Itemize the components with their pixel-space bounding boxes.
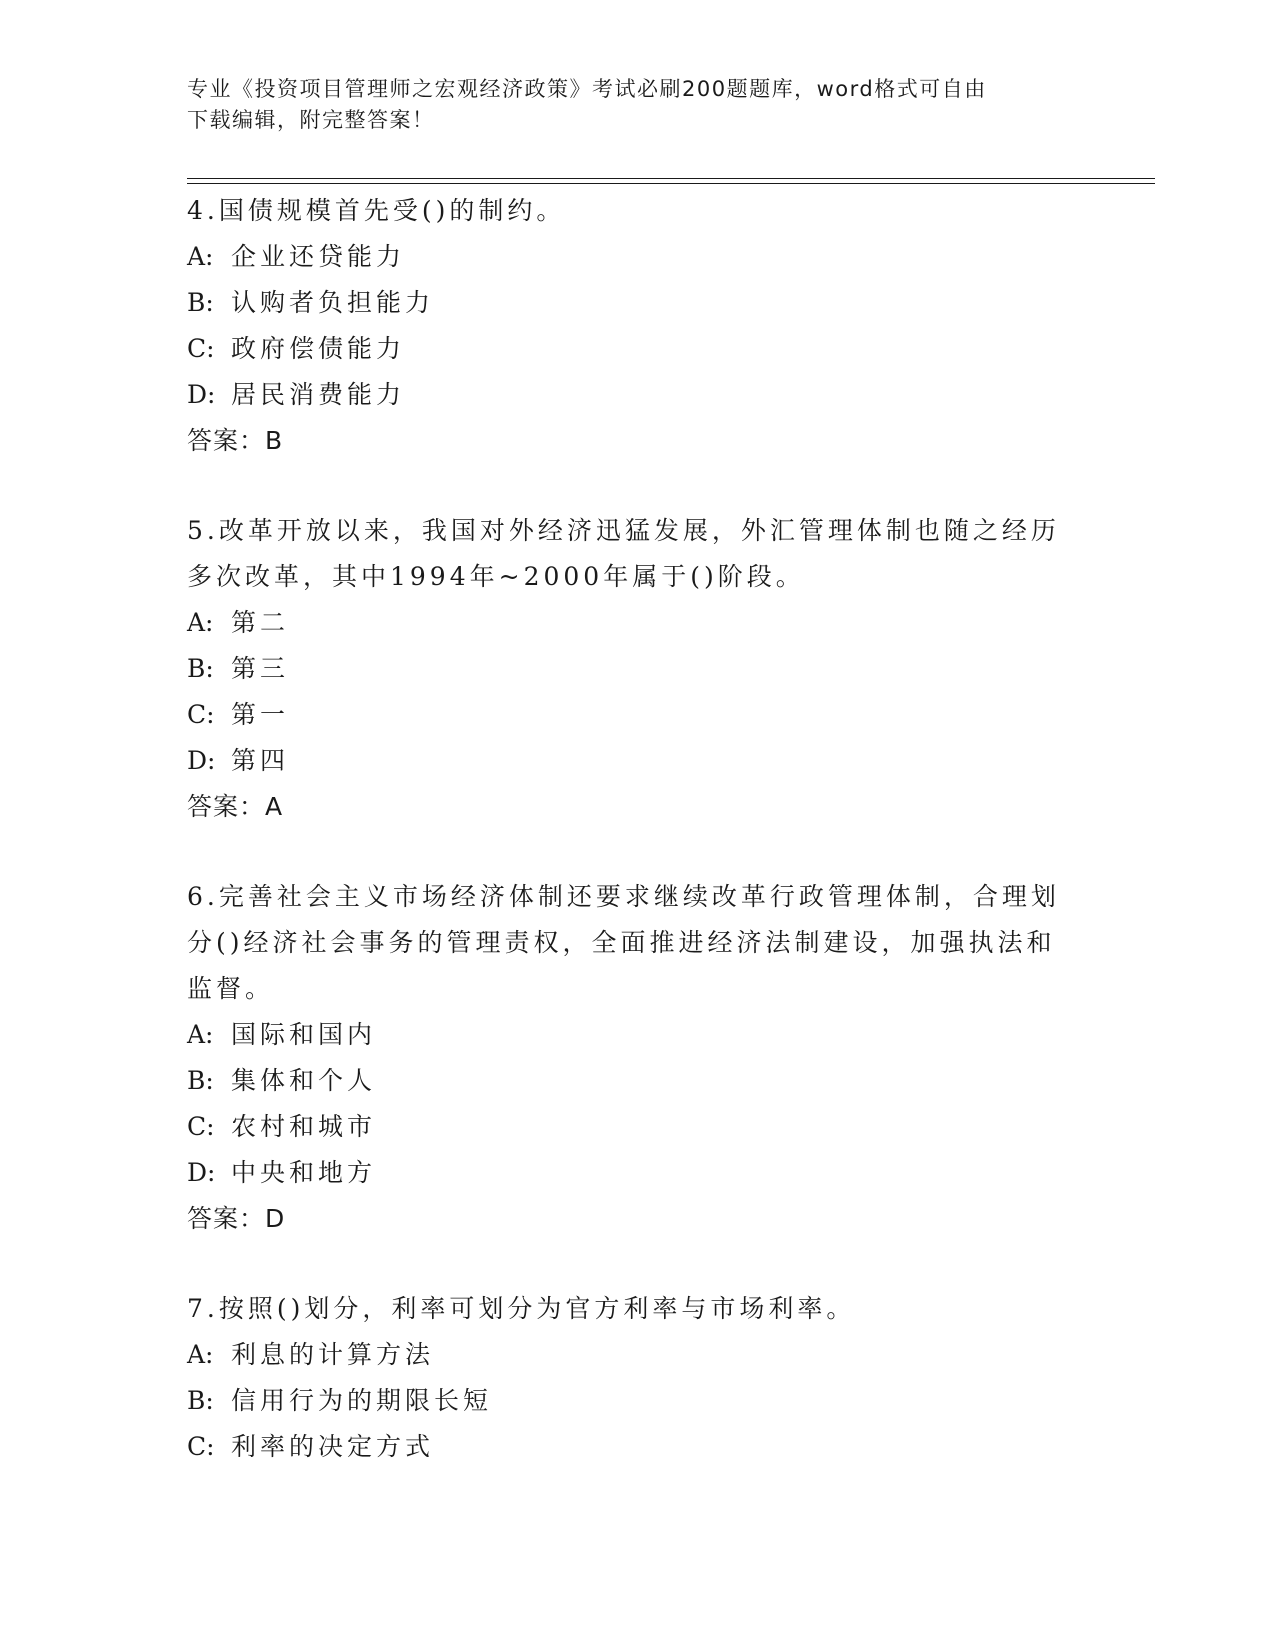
option-letter: A: bbox=[187, 242, 214, 271]
option-text: 集体和个人 bbox=[231, 1066, 377, 1095]
option-letter: C: bbox=[187, 1432, 215, 1461]
option-text: 第一 bbox=[231, 700, 290, 729]
option-letter: A: bbox=[187, 1020, 214, 1049]
question-4 bbox=[187, 188, 1067, 464]
option-a bbox=[187, 600, 1067, 646]
answer-line: 答案：B bbox=[187, 426, 284, 455]
option-text: 第三 bbox=[231, 654, 290, 683]
option-c bbox=[187, 326, 1067, 372]
option-text: 中央和地方 bbox=[231, 1158, 377, 1187]
option-b bbox=[187, 646, 1067, 692]
option-letter: C: bbox=[187, 700, 215, 729]
option-d bbox=[187, 738, 1067, 784]
option-letter: B: bbox=[187, 288, 214, 317]
option-c bbox=[187, 1424, 1067, 1470]
option-text: 农村和城市 bbox=[231, 1112, 377, 1141]
option-b bbox=[187, 280, 1067, 326]
option-letter: D: bbox=[187, 380, 216, 409]
document-header bbox=[187, 74, 1067, 136]
option-text: 利率的决定方式 bbox=[231, 1432, 435, 1461]
answer-line: 答案：A bbox=[187, 792, 284, 821]
option-letter: D: bbox=[187, 746, 216, 775]
question-6 bbox=[187, 874, 1067, 1242]
option-d bbox=[187, 372, 1067, 418]
option-text: 居民消费能力 bbox=[231, 380, 406, 409]
question-stem: 6.完善社会主义市场经济体制还要求继续改革行政管理体制，合理划分()经济社会事务的管理责权，全面推进经济法制建设，加强执法和监督。 bbox=[187, 882, 1060, 1003]
option-a bbox=[187, 234, 1067, 280]
question-stem: 7.按照()划分，利率可划分为官方利率与市场利率。 bbox=[187, 1294, 856, 1323]
option-text: 企业还贷能力 bbox=[231, 242, 406, 271]
question-stem: 4.国债规模首先受()的制约。 bbox=[187, 196, 566, 225]
question-7 bbox=[187, 1286, 1067, 1470]
header-line-2: 下载编辑，附完整答案！ bbox=[187, 108, 435, 132]
option-text: 信用行为的期限长短 bbox=[231, 1386, 493, 1415]
answer-line: 答案：D bbox=[187, 1204, 286, 1233]
option-letter: D: bbox=[187, 1158, 216, 1187]
option-d bbox=[187, 1150, 1067, 1196]
option-text: 政府偿债能力 bbox=[231, 334, 406, 363]
option-text: 利息的计算方法 bbox=[231, 1340, 435, 1369]
option-letter: C: bbox=[187, 1112, 215, 1141]
header-rule-bottom bbox=[187, 183, 1155, 184]
option-a bbox=[187, 1012, 1067, 1058]
question-list bbox=[187, 188, 1067, 1514]
option-text: 第四 bbox=[231, 746, 290, 775]
option-letter: B: bbox=[187, 1066, 214, 1095]
option-text: 认购者负担能力 bbox=[231, 288, 435, 317]
option-text: 第二 bbox=[231, 608, 290, 637]
option-letter: A: bbox=[187, 608, 214, 637]
option-letter: B: bbox=[187, 654, 214, 683]
question-stem: 5.改革开放以来，我国对外经济迅猛发展，外汇管理体制也随之经历多次改革，其中1994年~2000年属于()阶段。 bbox=[187, 516, 1060, 591]
question-5 bbox=[187, 508, 1067, 830]
option-c bbox=[187, 692, 1067, 738]
header-line-1: 专业《投资项目管理师之宏观经济政策》考试必刷200题题库，word格式可自由 bbox=[187, 77, 987, 101]
option-b bbox=[187, 1058, 1067, 1104]
option-a bbox=[187, 1332, 1067, 1378]
option-letter: C: bbox=[187, 334, 215, 363]
option-letter: A: bbox=[187, 1340, 214, 1369]
option-letter: B: bbox=[187, 1386, 214, 1415]
option-text: 国际和国内 bbox=[231, 1020, 377, 1049]
option-b bbox=[187, 1378, 1067, 1424]
option-c bbox=[187, 1104, 1067, 1150]
header-rule-top bbox=[187, 178, 1155, 179]
